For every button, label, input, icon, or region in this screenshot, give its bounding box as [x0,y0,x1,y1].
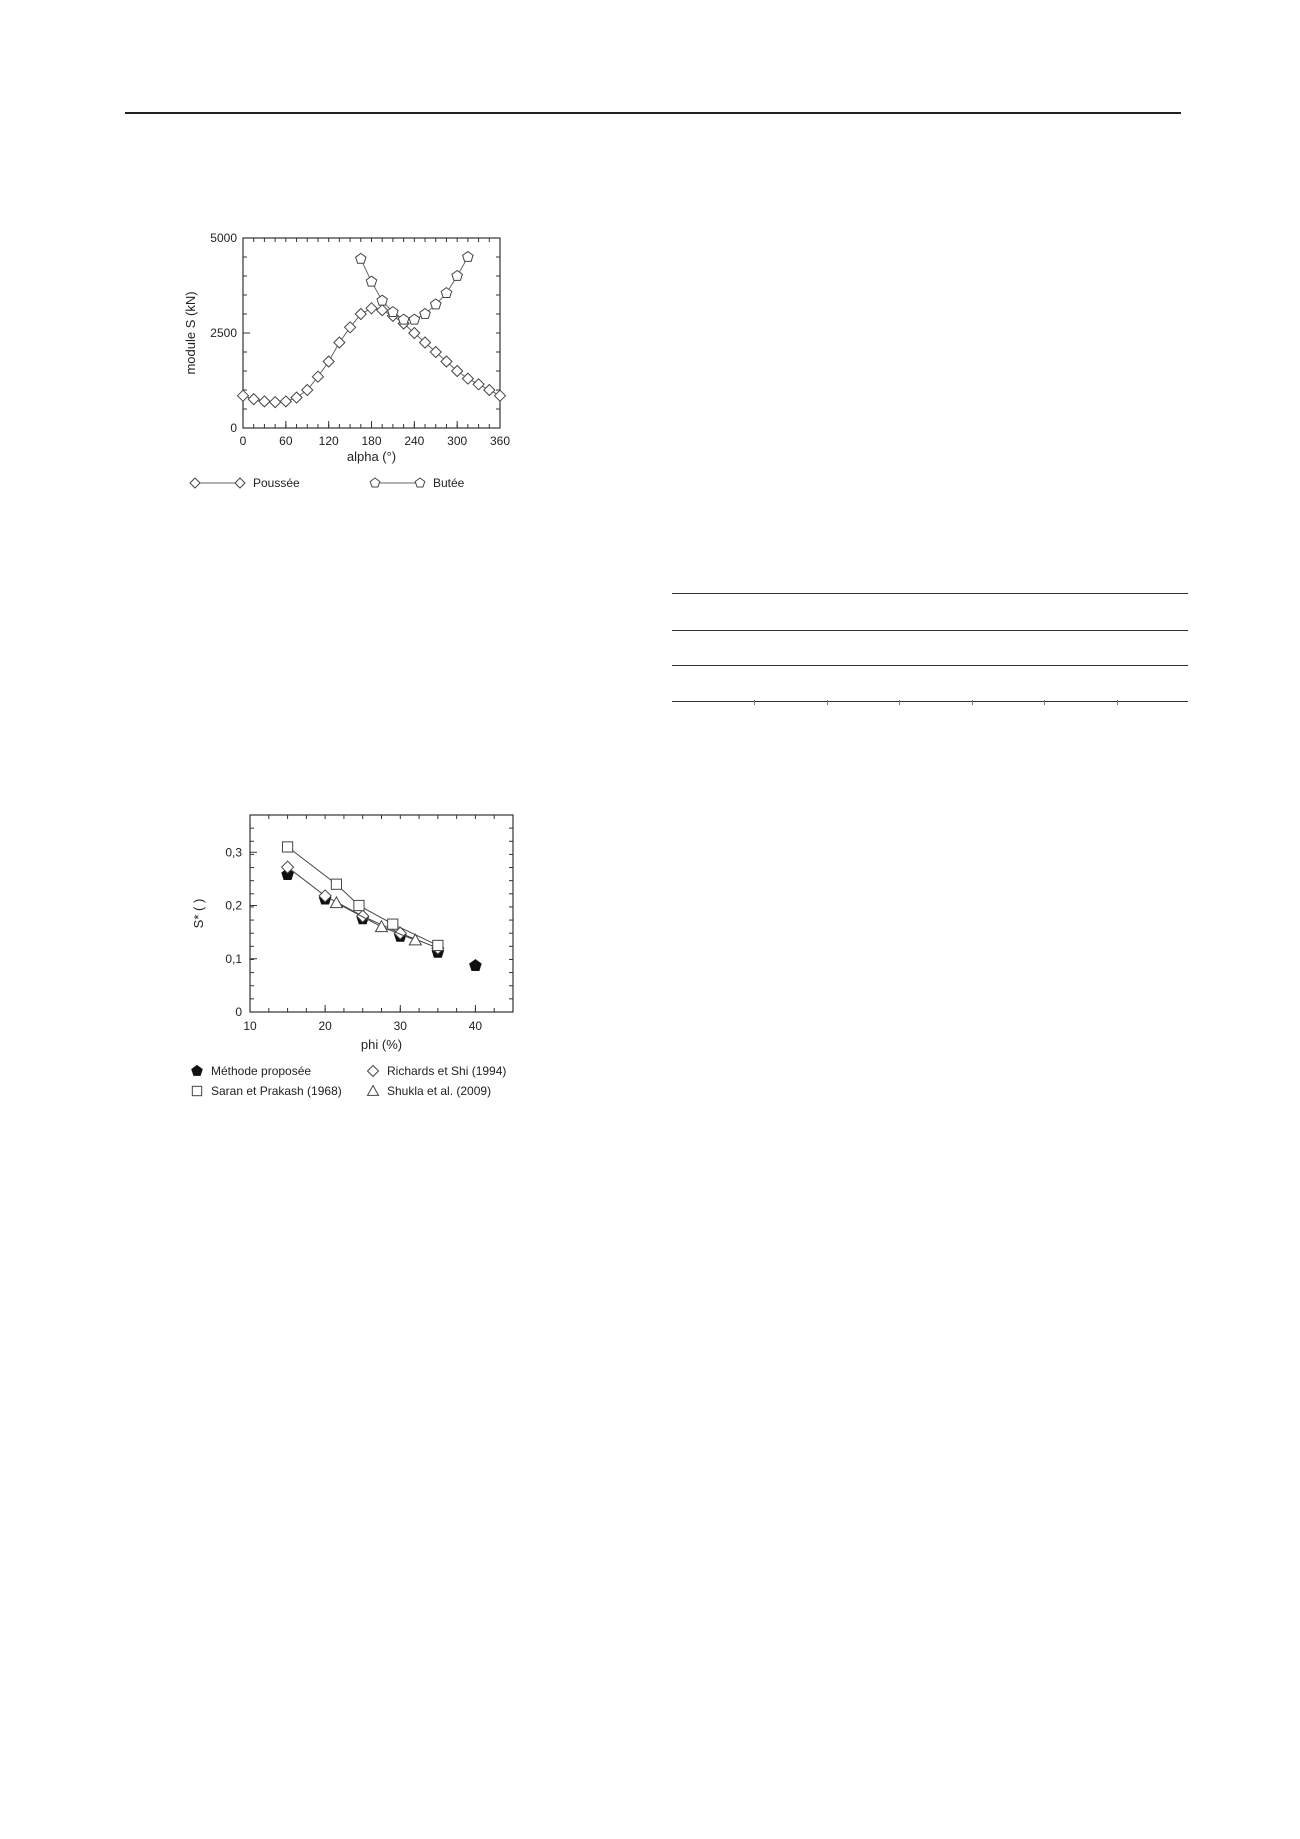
y-axis-label: S* ( ) [191,898,206,929]
series-filled-pentagon [282,869,481,971]
data-point [323,356,334,367]
y-tick-label: 0,3 [225,845,242,860]
series-diamond [238,303,506,408]
series-pentagon [356,252,474,325]
data-point [330,897,342,908]
legend-marker [368,1086,379,1096]
data-point [420,309,431,319]
legend-marker [190,478,200,488]
table-column-tick [1044,700,1045,705]
data-point [345,322,356,333]
data-point [366,276,376,286]
data-point [238,390,249,401]
data-point [495,390,506,401]
data-point [462,373,473,384]
data-point [291,392,302,403]
data-point [470,960,481,971]
table-rule-top [672,593,1188,594]
data-point [366,303,377,314]
data-point [356,253,366,263]
data-point [388,919,398,929]
legend-label: Butée [433,476,465,490]
legend-marker [415,478,425,487]
data-point [280,396,291,407]
legend-label: Méthode proposée [211,1064,312,1078]
data-point [398,314,409,324]
y-tick-label: 2500 [210,326,237,340]
header-rule [125,112,1181,114]
x-tick-label: 10 [243,1019,257,1033]
table-column-tick [899,700,900,705]
data-point [452,271,463,281]
x-tick-label: 360 [489,434,511,448]
data-point [463,252,474,262]
y-tick-label: 0 [235,1005,242,1019]
x-tick-label: 120 [318,434,339,448]
data-point [248,394,259,405]
x-axis-label: alpha (°) [346,449,397,464]
x-tick-label: 20 [318,1019,332,1033]
figure-1-chart [175,215,515,495]
data-point [331,879,341,889]
data-point [473,379,484,390]
y-tick-label: 0,2 [225,898,242,913]
table-column-tick [827,700,828,705]
legend-label: Saran et Prakash (1968) [211,1084,342,1098]
table-column-tick [754,700,755,705]
x-tick-label: 30 [393,1019,407,1033]
figure-1-module-vs-alpha [175,215,515,495]
data-point [377,305,388,316]
y-tick-label: 5000 [210,231,237,245]
data-point [484,385,495,396]
table-column-tick [972,700,973,705]
x-tick-label: 300 [447,434,468,448]
legend-marker [370,478,380,487]
table-rule-bottom [672,701,1188,702]
data-point [312,371,323,382]
series-line [288,847,438,946]
series-line [243,308,500,402]
x-tick-label: 40 [468,1019,483,1033]
data-point [377,295,387,305]
series-square [282,842,442,951]
data-point [441,288,452,298]
x-axis-label: phi (%) [360,1037,403,1052]
data-point [270,397,281,408]
legend-marker [192,1086,201,1095]
legend-marker [235,478,245,488]
data-point [259,396,270,407]
x-tick-label: 240 [404,434,425,448]
y-tick-label: 0,1 [225,951,242,966]
y-tick-label: 0 [230,421,237,435]
x-tick-label: 180 [361,434,382,448]
data-point [302,385,313,396]
data-point [355,309,366,320]
data-point [433,940,443,950]
table-rule-3 [672,665,1188,666]
table-rule-2 [672,630,1188,631]
y-axis-label: module S (kN) [183,291,198,375]
data-point [282,842,292,852]
data-point [354,900,364,910]
figure-2-sstar-vs-phi [165,795,525,1110]
legend-marker [192,1066,202,1076]
x-tick-label: 60 [279,434,293,448]
legend-label: Poussée [253,476,300,490]
table-column-tick [1117,700,1118,705]
legend-label: Shukla et al. (2009) [387,1084,492,1098]
data-point [409,314,420,324]
data-point [409,934,421,945]
series-triangle [330,897,421,945]
figure-2-chart [165,795,525,1110]
legend-marker [368,1066,379,1077]
data-point [334,337,345,348]
legend-label: Richards et Shi (1994) [387,1064,507,1078]
x-tick-label: 0 [239,434,247,448]
